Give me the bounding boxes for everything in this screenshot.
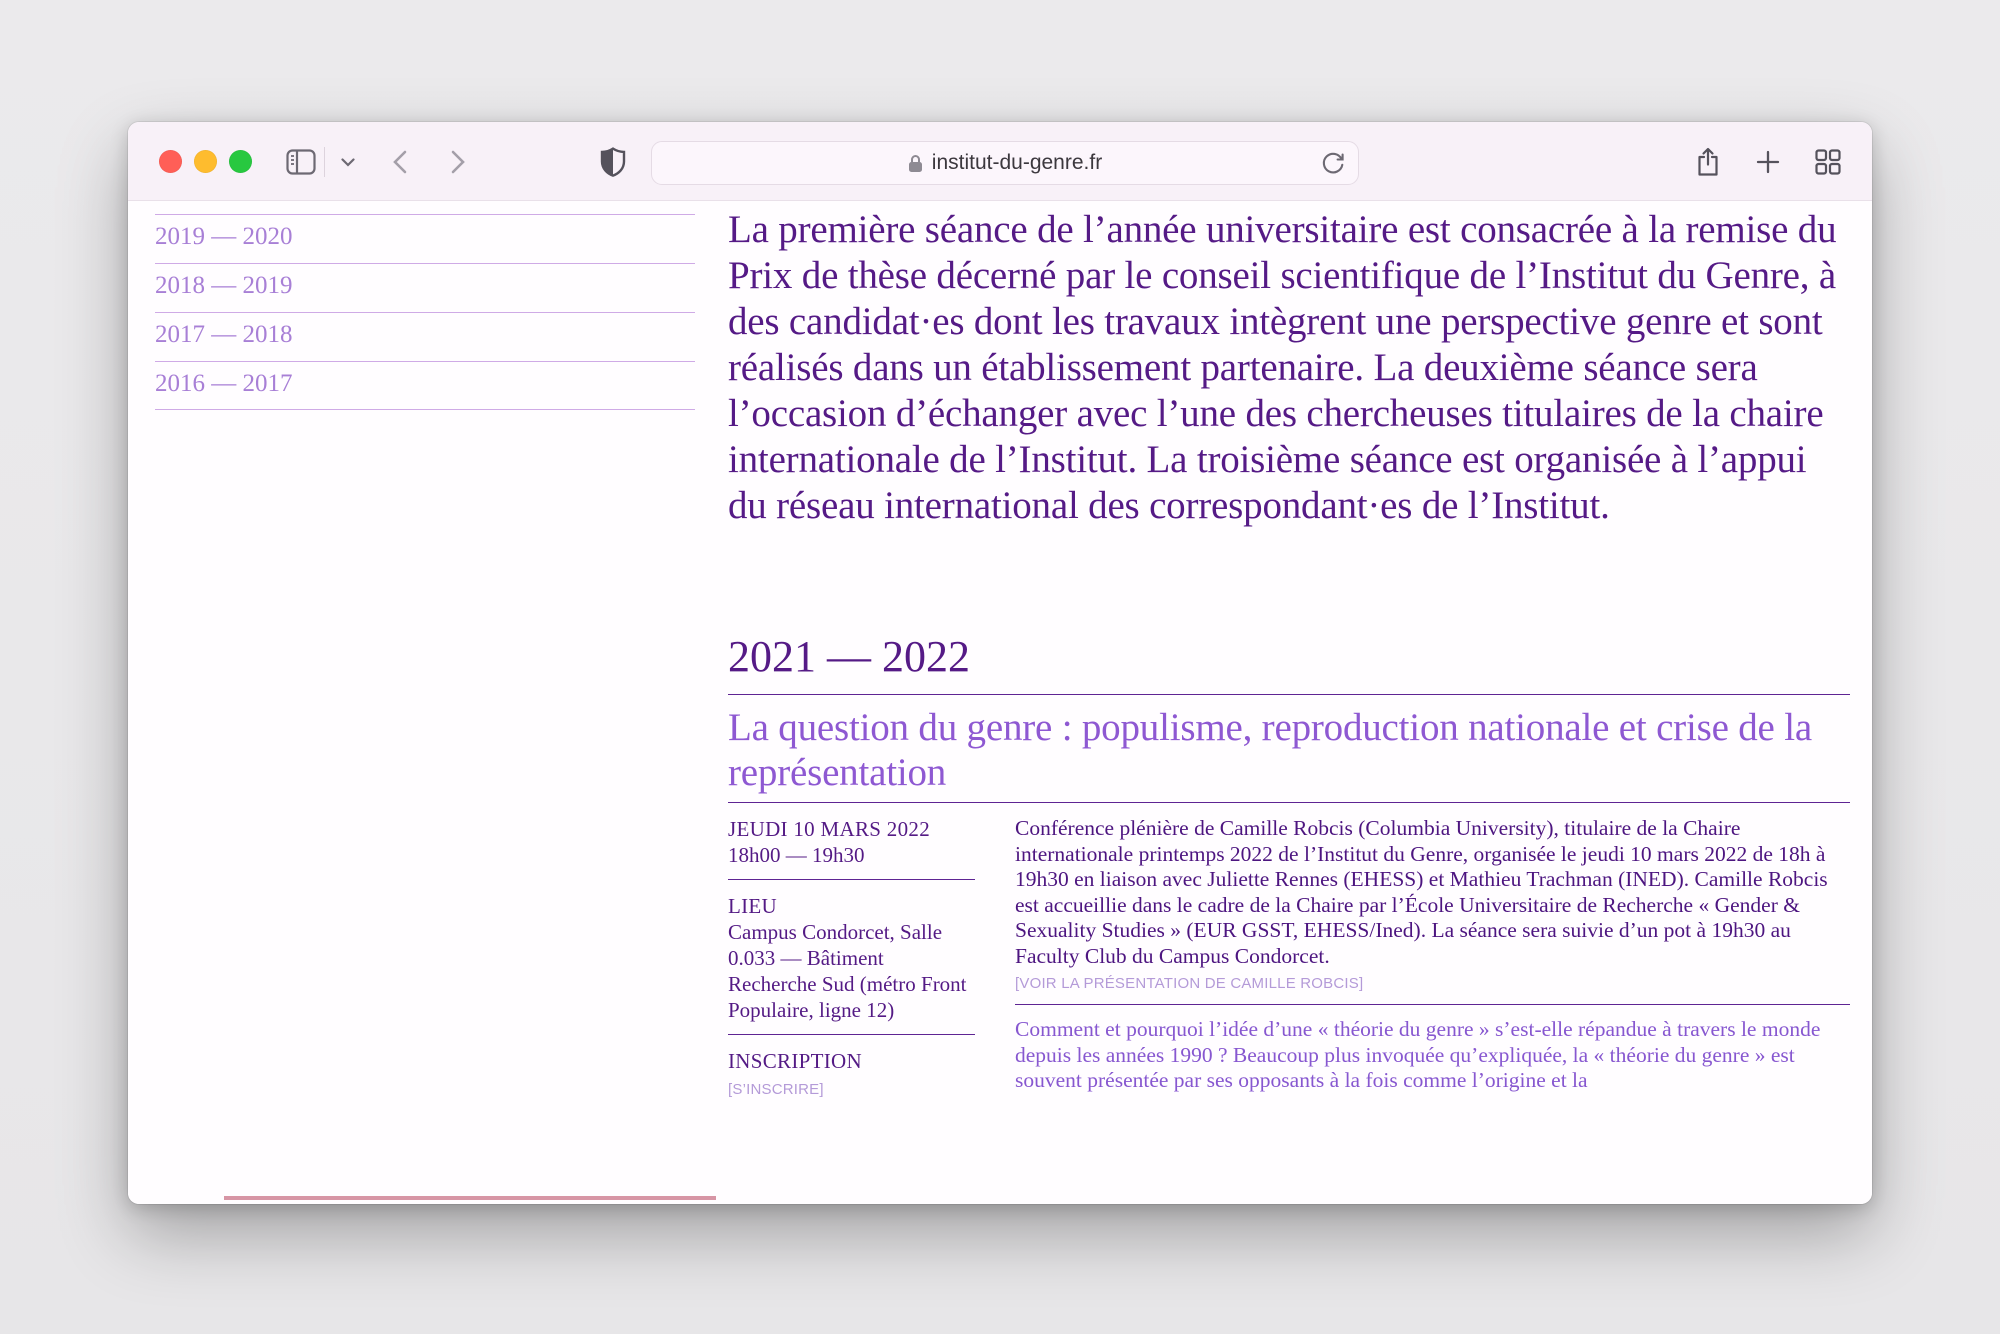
title-divider xyxy=(728,802,1850,803)
description-divider xyxy=(1015,1004,1850,1005)
tab-grid-icon xyxy=(1815,149,1841,175)
sidebar-options-button[interactable] xyxy=(331,146,365,178)
tab-overview-button[interactable] xyxy=(1811,146,1845,178)
shield-icon xyxy=(600,147,626,177)
chevron-down-icon xyxy=(341,158,355,167)
event-details xyxy=(728,816,1850,1100)
archive-year-list xyxy=(155,214,695,410)
url-text: institut-du-genre.fr xyxy=(931,151,1103,174)
minimize-button[interactable] xyxy=(194,150,217,173)
event-info-column xyxy=(728,816,975,1100)
main-column xyxy=(728,201,1850,1100)
event-text-column xyxy=(1015,816,1850,1100)
new-tab-button[interactable] xyxy=(1751,146,1785,178)
share-icon xyxy=(1695,147,1721,177)
toolbar-separator xyxy=(324,147,325,177)
sidebar-icon xyxy=(286,149,316,175)
sidebar-toggle-button[interactable] xyxy=(284,146,318,178)
sidebar-item-2018-2019[interactable]: 2018 — 2019 xyxy=(155,263,695,312)
lock-icon xyxy=(908,154,923,173)
sidebar-item-2016-2017[interactable]: 2016 — 2017 xyxy=(155,361,695,410)
event-date: JEUDI 10 MARS 2022 xyxy=(728,817,930,841)
clipped-element-edge xyxy=(224,1196,716,1200)
privacy-report-button[interactable] xyxy=(596,146,630,178)
sidebar-item-2017-2018[interactable]: 2017 — 2018 xyxy=(155,312,695,361)
section-title: La question du genre : populisme, reproduction nationale et crise de la représentation xyxy=(728,706,1812,794)
zoom-button[interactable] xyxy=(229,150,252,173)
lieu-address: Campus Condorcet, Salle 0.033 — Bâtiment Recherche Sud (métro Front Populaire, ligne 12) xyxy=(728,920,967,1022)
chevron-right-icon xyxy=(451,150,465,174)
event-description: Conférence plénière de Camille Robcis (Columbia University), titulaire de la Chaire internationale printemps 2022 de l’Institut du Genre, organisée le jeudi 10 mars 2022 de 18h à 19h30 en liaison avec Juliette Rennes (EHESS) et Mathieu Trachman (INED). Camille Robcis est accueillie dans le cadre de la Chaire par l’École Universitaire de Recherche « Gender & Sexuality Studies » (EUR GSST, EHESS/Ined). La séance sera suivie d’un pot à 19h30 au Faculty Club du Campus Condorcet. xyxy=(1015,816,1828,968)
reload-icon xyxy=(1320,150,1348,176)
close-button[interactable] xyxy=(159,150,182,173)
reload-button[interactable] xyxy=(1320,149,1348,177)
season-heading: 2021 — 2022 xyxy=(728,632,970,681)
address-bar[interactable] xyxy=(651,141,1359,185)
chevron-left-icon xyxy=(393,150,407,174)
abstract-paragraph: Comment et pourquoi l’idée d’une « théorie du genre » s’est-elle répandue à travers le monde depuis les années 1990 ? Beaucoup plus invoquée qu’expliquée, la « théorie du genre » est souvent présentée par ses opposants à la fois comme l’origine et la xyxy=(1015,1017,1821,1092)
presentation-link[interactable]: [VOIR LA PRÉSENTATION DE CAMILLE ROBCIS] xyxy=(1015,975,1364,992)
back-button[interactable] xyxy=(383,146,417,178)
info-divider xyxy=(728,879,975,880)
inscribe-link[interactable]: [S’INSCRIRE] xyxy=(728,1081,824,1098)
page-content xyxy=(128,201,1872,1204)
inscription-label: INSCRIPTION xyxy=(728,1049,862,1073)
plus-icon xyxy=(1756,150,1780,174)
event-time: 18h00 — 19h30 xyxy=(728,843,865,867)
browser-toolbar xyxy=(128,122,1872,201)
browser-window xyxy=(128,122,1872,1204)
forward-button[interactable] xyxy=(441,146,475,178)
info-divider xyxy=(728,1034,975,1035)
season-divider xyxy=(728,694,1850,695)
share-button[interactable] xyxy=(1691,146,1725,178)
intro-paragraph: La première séance de l’année universitaire est consacrée à la remise du Prix de thèse décerné par le conseil scientifique de l’Institut du Genre, à des candidat·es dont les travaux intègrent une perspective genre et sont réalisés dans un établissement partenaire. La deuxième séance sera l’occasion d’échanger avec l’une des chercheuses titulaires de la chaire internationale de l’Institut. La troisième séance est organisée à l’appui du réseau international des correspondant·es de l’Institut. xyxy=(728,208,1837,527)
sidebar-item-2019-2020[interactable]: 2019 — 2020 xyxy=(155,214,695,263)
lieu-label: LIEU xyxy=(728,894,778,918)
